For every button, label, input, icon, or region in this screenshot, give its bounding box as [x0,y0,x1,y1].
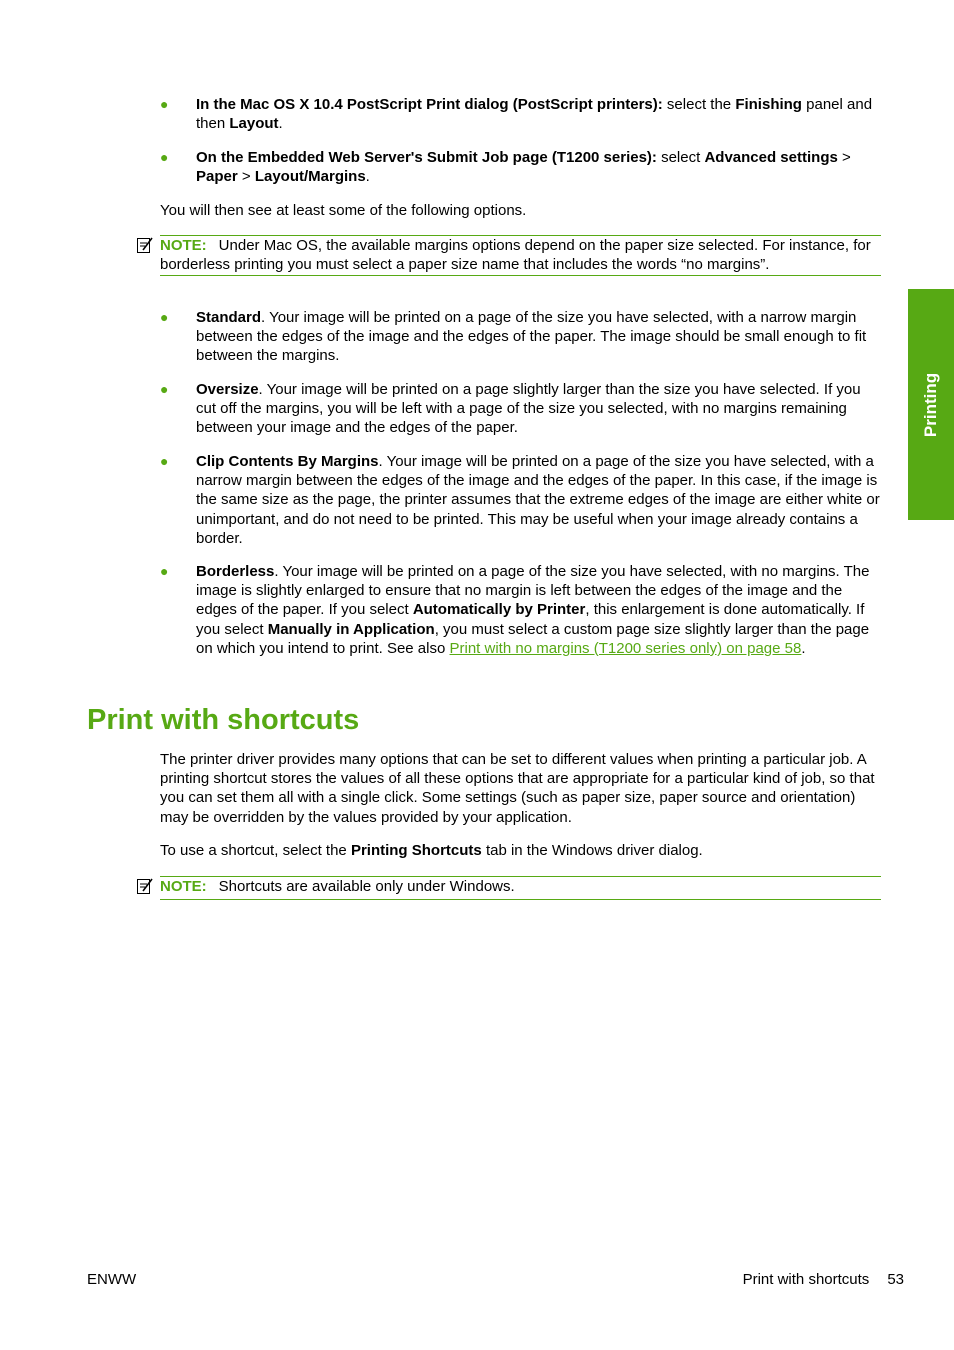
footer-right [743,1271,904,1288]
note-label: NOTE: [160,237,207,254]
body-paragraph: The printer driver provides many options that can be set to different values when printing a particular job. A printing shortcut stores the values of all these options that are appropriate for a particular kind of job, so that you can set them all with a single click. Some settings (such as paper size, paper source and orientation) may be overridden by the values provided by your application. [160,751,875,826]
list-item: ● Borderless. Your image will be printed on a page of the size you have selected, with no margins. The image is slightly enlarged to ensure that no margin is left between the edges of the image and the edges of the paper. If you select Automatically by Printer, this enlargement is done automatically. If you select Manually in Application, you must select a custom page size slightly larger than the page on which you intend to print. See also Print with no margins (T1200 series only) on page 58. [160,563,870,657]
note-label: NOTE: [160,878,207,895]
list-item: ● On the Embedded Web Server's Submit Job page (T1200 series): select Advanced settings > Paper > Layout/Margins. [160,149,851,186]
page-number: 53 [887,1271,904,1288]
note-box [160,876,881,900]
bullet-icon: ● [160,453,169,469]
note-icon [136,236,154,254]
list-item: ● In the Mac OS X 10.4 PostScript Print dialog (PostScript printers): select the Finishing panel and then Layout. [160,96,873,133]
list-item: ● Clip Contents By Margins. Your image will be printed on a page of the size you have selected, with a narrow margin between the edges of the image and the edges of the paper. In this case, if the image is the same size as the page, the printer assumes that the extreme edges of the image are either white or unimportant, and do not need to be printed. This may be useful when your image already contains a border. [160,453,880,547]
body-paragraph: To use a shortcut, select the Printing Shortcuts tab in the Windows driver dialog. [160,842,703,859]
bullet-icon: ● [160,149,169,165]
bullet-icon: ● [160,96,169,112]
note-text: Shortcuts are available only under Windows. [218,878,515,895]
note-box [160,235,881,276]
cross-reference-link[interactable]: Print with no margins (T1200 series only) on page 58 [449,639,802,657]
note-text: Under Mac OS, the available margins options depend on the paper size selected. For instance, for borderless printing you must select a paper size name that includes the words “no margins”. [160,237,871,274]
side-tab [908,289,954,520]
bullet-icon: ● [160,381,169,397]
list-item: ● Oversize. Your image will be printed on a page slightly larger than the size you have selected. If you cut off the margins, you will be left with a page of the size you selected, with no margins remaining between your image and the edges of the paper. [160,381,861,437]
note-icon [136,877,154,895]
bullet-icon: ● [160,563,169,579]
section-heading: Print with shortcuts [87,704,360,736]
footer-section: Print with shortcuts [742,1271,870,1288]
side-tab-label: Printing [921,372,940,437]
list-item: ● Standard. Your image will be printed on a page of the size you have selected, with a narrow margin between the edges of the image and the edges of the paper. The image should be small enough to fit between the margins. [160,309,867,365]
footer-left: ENWW [87,1271,137,1288]
bullet-icon: ● [160,309,169,325]
options-intro: You will then see at least some of the following options. [160,202,527,219]
